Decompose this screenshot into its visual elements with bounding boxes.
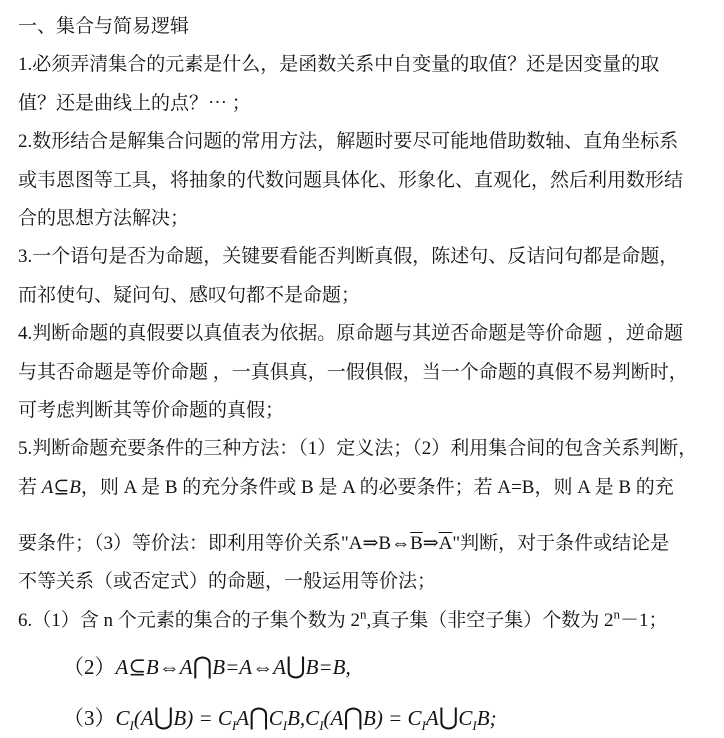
text-segment: I [472, 717, 477, 733]
section-heading: 一、集合与简易逻辑 [18, 16, 190, 37]
text-segment: ,真子集（非空子集）个数为 2 [366, 609, 614, 631]
text-segment: ，则 A 是 B 的充分条件或 B 是 A 的必要条件；若 A=B，则 A 是 B 的充 [80, 476, 674, 498]
text-segment: I [231, 717, 237, 733]
text-segment: A⊆B [41, 476, 81, 498]
text-segment: (A [133, 705, 154, 730]
text-segment: ⇒ [422, 533, 439, 555]
text-line [18, 200, 710, 238]
text-segment: 不等关系（或否定式）的命题，一般运用等价法； [18, 571, 437, 593]
text-line [18, 354, 710, 392]
text-segment: ⋂ [343, 704, 364, 731]
document-body [18, 46, 710, 737]
text-segment: 5.判断命题充要条件的三种方法：（1）定义法；（2）利用集合间的包含关系判断， [18, 438, 698, 460]
text-segment: 可考虑判断其等价命题的真假； [18, 399, 285, 421]
text-segment: 合的思想方法解决； [18, 207, 190, 229]
text-segment: －1； [620, 609, 668, 631]
text-segment: ⋂ [249, 704, 269, 731]
text-segment: B=A⇔A [212, 655, 286, 680]
text-segment: 2.数形结合是解集合问题的常用方法，解题时要尽可能地借助数轴、直角坐标系 [18, 131, 679, 153]
text-segment: I [421, 717, 426, 733]
text-segment: 与其否命题是等价命题 ，一真俱真，一假俱假，当一个命题的真假不易判断时， [18, 361, 688, 383]
text-line [18, 123, 710, 161]
text-segment: C [458, 705, 473, 730]
text-segment: C [115, 705, 130, 730]
text-line [18, 563, 710, 601]
text-segment: $\overline{A}$ [438, 533, 453, 555]
text-segment: B) = C [363, 705, 422, 730]
text-segment: I [319, 717, 324, 733]
text-line [18, 238, 710, 276]
text-segment: B) = C [173, 705, 232, 730]
text-segment: （3） [63, 705, 116, 730]
text-segment: （2） [63, 655, 116, 680]
text-segment: 6.（1）含 n 个元素的集合的子集个数为 2 [18, 609, 361, 631]
text-segment: I [129, 717, 134, 733]
text-line [18, 162, 710, 200]
text-segment: 3.一个语句是否为命题，关键要看能否判断真假，陈述句、反诘问句都是命题， [18, 246, 679, 268]
text-segment: 1.必须弄清集合的元素是什么，是函数关系中自变量的取值？还是因变量的取 [18, 54, 660, 76]
text-segment: n [360, 606, 367, 622]
text-segment: 4.判断命题的真假要以真值表为依据。原命题与其逆否命题是等价命题 ，逆命题 [18, 323, 684, 345]
text-line [18, 430, 710, 468]
text-segment: A [236, 705, 250, 730]
text-segment: 或韦恩图等工具，将抽象的代数问题具体化、形象化、直观化，然后利用数形结 [18, 169, 684, 191]
text-line [18, 85, 710, 123]
text-segment: ⋃ [153, 704, 174, 731]
text-segment: $\overline{B}$ [410, 533, 423, 555]
text-segment: ⋃ [285, 654, 306, 681]
text-line [18, 315, 710, 353]
text-segment: 若 [18, 476, 42, 498]
text-line [18, 648, 710, 686]
text-segment: (A [323, 705, 344, 730]
text-segment: ⋂ [192, 654, 213, 681]
text-line [18, 469, 710, 507]
text-line [18, 525, 710, 563]
text-line [18, 602, 710, 640]
text-segment: "判断，对于条件或结论是 [452, 533, 670, 555]
text-line [18, 277, 710, 315]
text-segment: C [268, 705, 283, 730]
text-segment: 值？还是曲线上的点？⋯ ； [18, 92, 251, 114]
text-segment: ⋃ [438, 704, 459, 731]
text-segment: B; [476, 705, 497, 730]
text-segment: 而祁使句、疑问句、感叹句都不是命题； [18, 284, 361, 306]
text-segment: A [425, 705, 439, 730]
text-line [18, 392, 710, 430]
text-segment: I [282, 717, 288, 733]
text-segment: 要条件；（3）等价法：即利用等价关系"A⇒B⇔ [18, 533, 411, 555]
text-segment: n [613, 606, 621, 622]
text-segment: A⊆B⇔A [115, 655, 193, 680]
text-segment: B=B, [305, 655, 351, 680]
text-segment: B,C [287, 705, 320, 730]
text-line [18, 46, 710, 84]
text-line [18, 699, 710, 737]
